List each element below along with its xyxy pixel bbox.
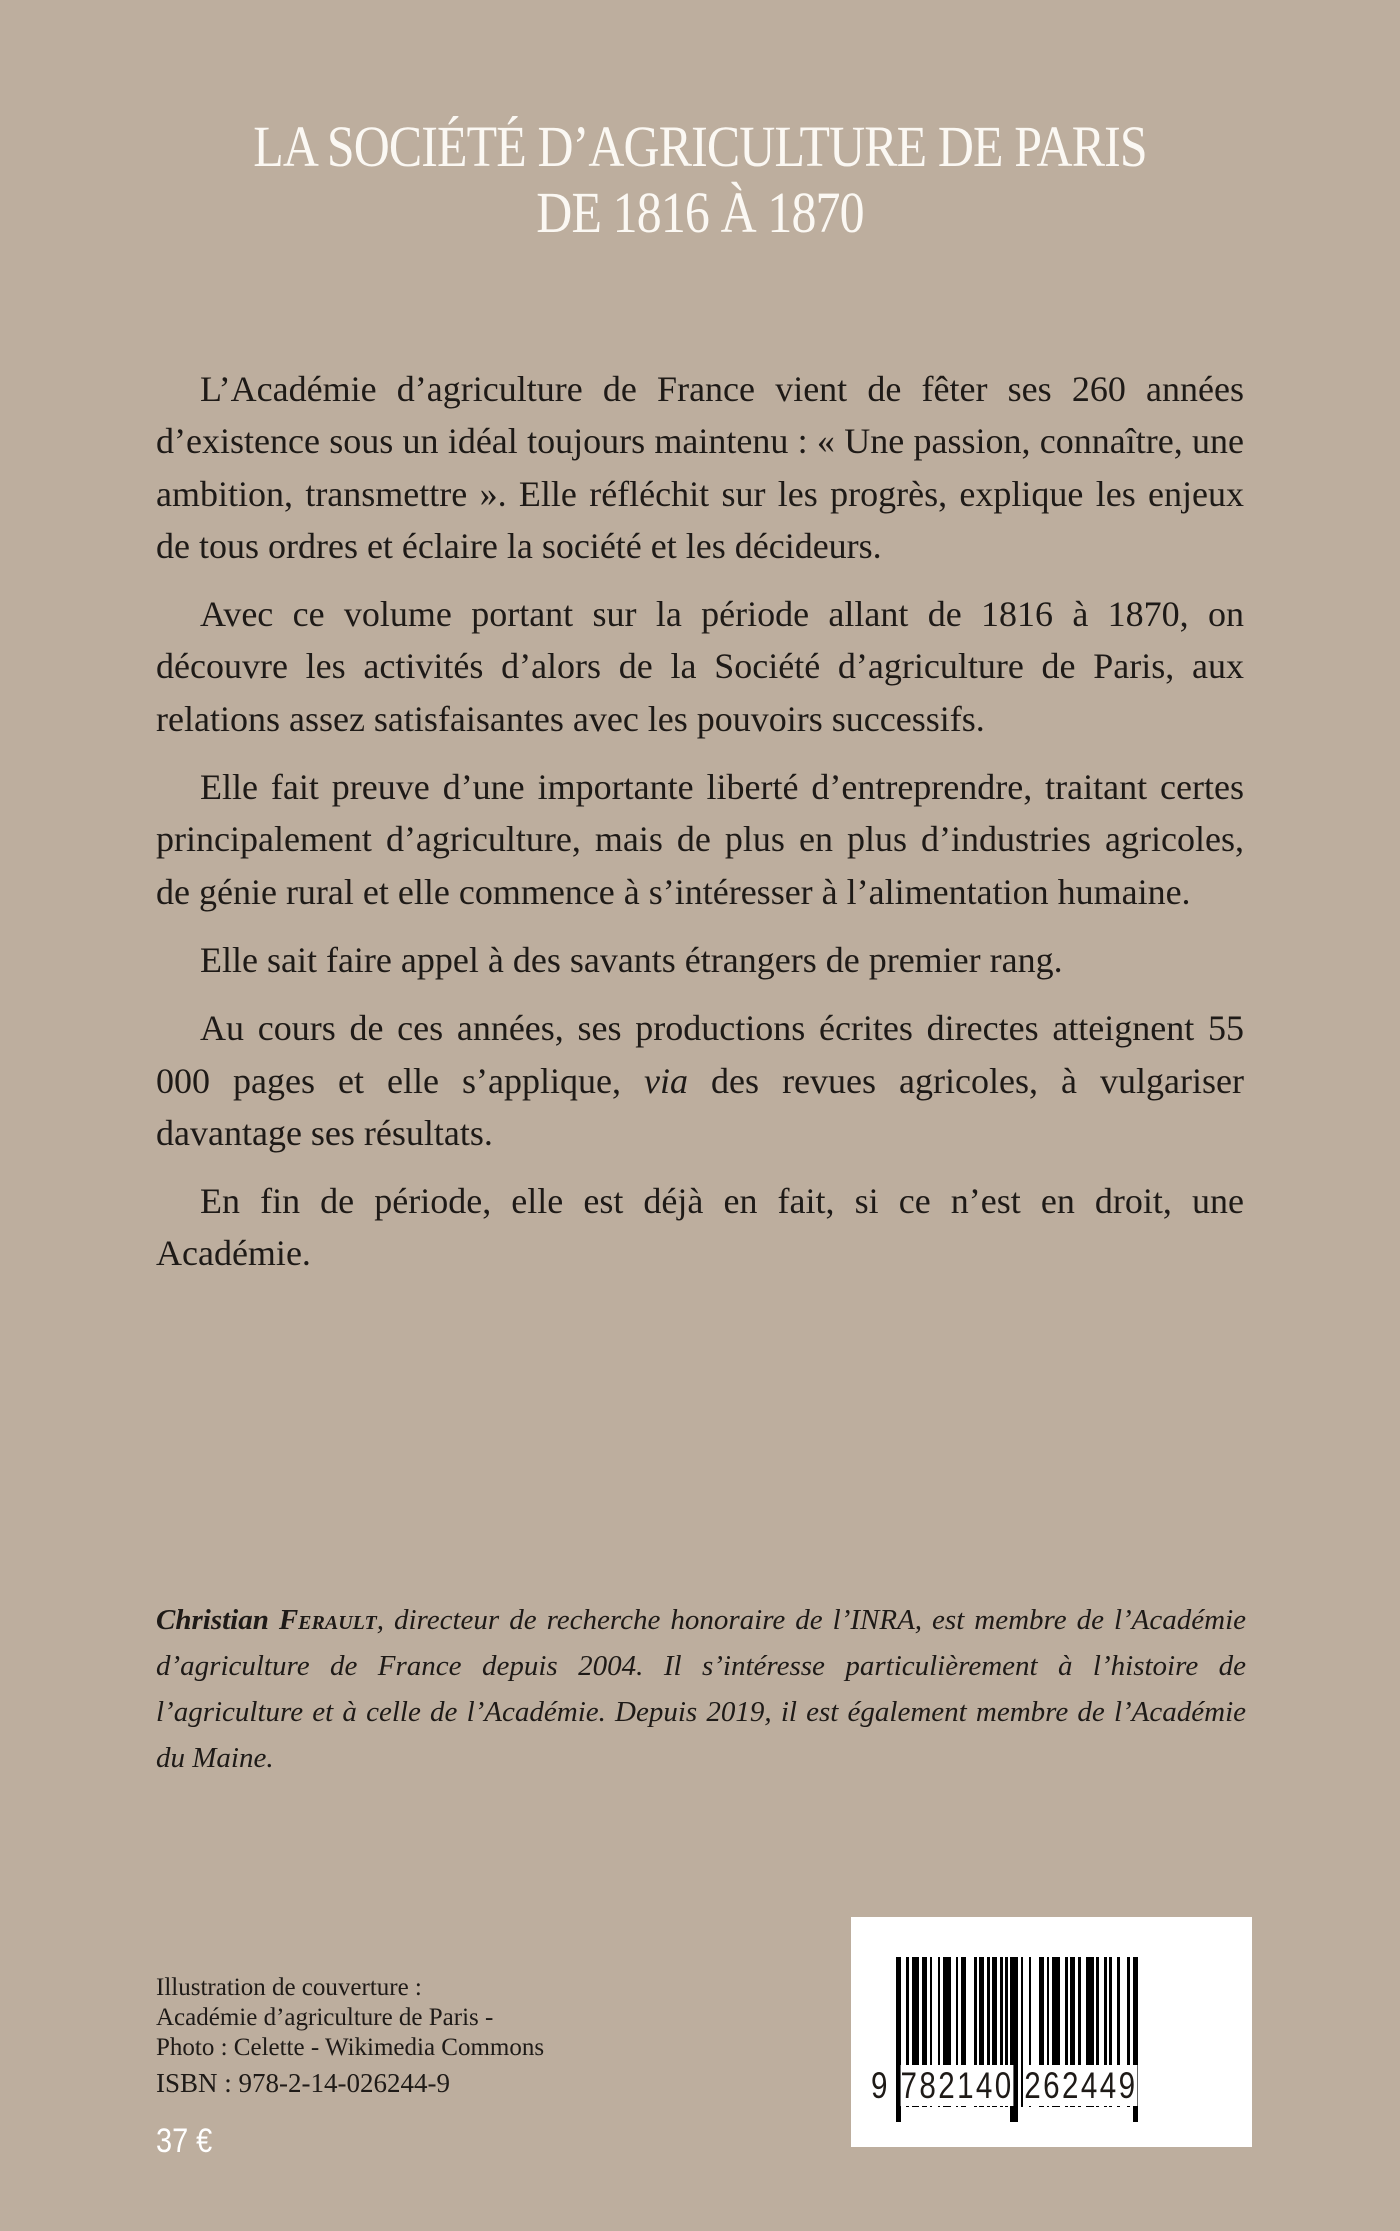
title-line-1: LA SOCIÉTÉ D’AGRICULTURE DE PARIS <box>253 114 1147 179</box>
bio-text: , directeur de recherche honoraire de l’INRA, est membre de l’Académie d’agriculture de France depuis 2004. Il s’intéresse particulièrement à l’histoire de l’agriculture et à celle de l’Académie. Depuis 2019, il est également membre de l’Académie du Maine. <box>156 1604 1246 1774</box>
text: des revues agricoles, à vulgariser davantage ses résultats. <box>156 1060 1244 1153</box>
paragraph <box>156 1002 1244 1159</box>
paragraph: Avec ce volume portant sur la période allant de 1816 à 1870, on découvre les activités d’alors de la Société d’agriculture de Paris, aux relations assez satisfaisantes avec les pouvoirs successifs. <box>156 594 1244 739</box>
barcode <box>851 1917 1252 2147</box>
blurb <box>156 363 1244 1296</box>
title-line-2: DE 1816 À 1870 <box>536 180 864 245</box>
author-last-name: Ferault <box>278 1604 377 1636</box>
book-title <box>98 114 1302 246</box>
barcode-digits-left: 782140 <box>900 2065 1014 2106</box>
barcode-digit-lead: 9 <box>871 2065 890 2106</box>
barcode-digits <box>871 2065 1137 2107</box>
price: 37 € <box>156 2122 213 2160</box>
paragraph: L’Académie d’agriculture de France vient de fêter ses 260 années d’existence sous un idéal toujours maintenu : « Une passion, connaître, une ambition, transmettre ». Elle réfléchit sur les progrès, explique les enjeux de tous ordres et éclaire la société et les décideurs. <box>156 369 1244 566</box>
paragraph: Elle sait faire appel à des savants étrangers de premier rang. <box>200 939 1063 980</box>
credit-line: Illustration de couverture : <box>156 1974 422 2001</box>
credit-line: Académie d’agriculture de Paris - <box>156 2004 494 2031</box>
author-bio <box>156 1597 1246 1781</box>
italic-text: via <box>644 1060 689 1101</box>
paragraph: En fin de période, elle est déjà en fait, si ce n’est en droit, une Académie. <box>156 1181 1244 1274</box>
isbn: ISBN : 978-2-14-026244-9 <box>156 2068 450 2098</box>
credit-line: Photo : Celette - Wikimedia Commons <box>156 2034 545 2061</box>
author-first-name: Christian <box>156 1604 269 1636</box>
barcode-digits-right: 262449 <box>1024 2065 1138 2106</box>
text: Au cours de ces années, ses productions écrites directes atteignent 55 000 pages et elle s’applique, <box>156 1008 1244 1101</box>
cover-credits <box>156 1973 544 2063</box>
paragraph: Elle fait preuve d’une importante liberté d’entreprendre, traitant certes principalement d’agriculture, mais de plus en plus d’industries agricoles, de génie rural et elle commence à s’intéresser à l’alimentation humaine. <box>156 767 1244 912</box>
